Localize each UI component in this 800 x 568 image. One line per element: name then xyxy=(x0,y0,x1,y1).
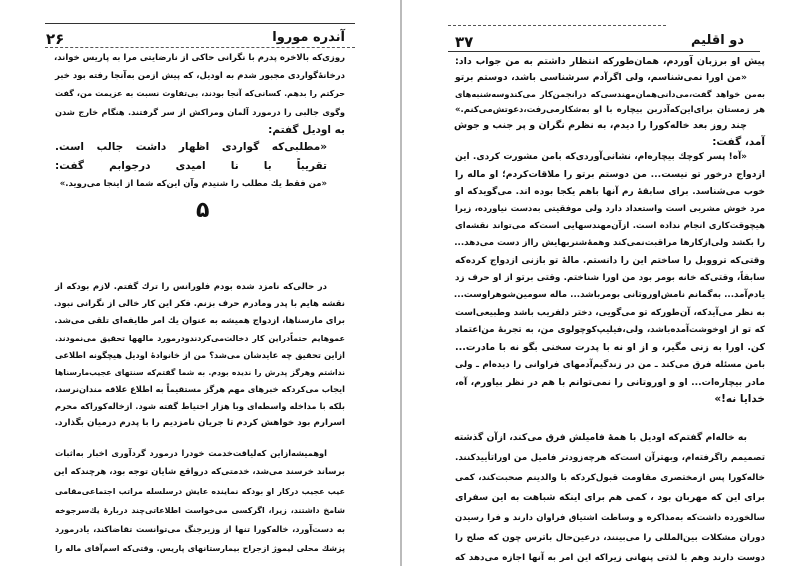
text-line: به خاله‌ام گفتم‌که اودیل با همهٔ فامیلش فرق می‌کند، ازآن گذشته xyxy=(454,432,747,443)
text-line: پیش او برزبان آوردم، همان‌طورکه انتظار داشتم به من جواب داد: xyxy=(455,56,765,67)
paragraph xyxy=(55,279,345,432)
text-line: چند روز بعد خاله‌کورا را دیدم، به نظرم نگران و پر جنب و جوش xyxy=(453,120,747,131)
header-rule-bottom xyxy=(448,51,760,52)
text-line: خدایا نه!» xyxy=(714,393,765,406)
text-line: برای این که مهربان بود ، کمی هم برای اینکه شباهت به این سفرای xyxy=(455,492,765,503)
chapter-number: ۵ xyxy=(196,198,210,223)
text-line: مرد خوش مشربی است واستعداد دارد ولی موفقیتی به‌دست نیاورده، زیرا xyxy=(455,203,765,214)
text-line: پزشك محلی لیموژ ازجراح بیمارستانهای پاریس. وقتی‌که اسم‌آقای ماله را xyxy=(55,544,345,553)
text-line: دوست دارند وهم با لذتی پنهانی زیراکه این امر به آنها اجازه می‌دهد که xyxy=(455,553,765,563)
text-line: خوب می‌شناسد. برای سابقهٔ رم آنها باهم یکجا بوده اند. می‌گویدکه او xyxy=(455,186,765,197)
page-number-left: ۲۶ xyxy=(46,30,65,48)
text-line: نداشتم وهرگز پدرش را ندیده بودم. به شما گفتم‌که سنتهای عجیب‌مارسناها xyxy=(55,368,345,377)
text-line: به دست‌آورد، خاله‌کورا تنها از وزیرجنگ می‌توانست تقاضاکند، یادرمورد xyxy=(55,524,345,534)
text-line: حرکتم را بدهم. کسانی‌که آنجا بودند، بی‌تفاوت نسبت به عزیمت من، گفت xyxy=(55,89,345,98)
text-line: به‌من خواهد گفت،می‌دانی‌همان‌مهندسی‌که درانجمن‌کار می‌کندوسه‌شنبه‌های xyxy=(455,89,765,99)
running-title-right: دو اقلیم xyxy=(690,33,744,48)
text-line: روزی‌که بالاخره پدرم با نگرانی حاکی از نارضایتی مرا به پاریس خواند، xyxy=(54,53,345,63)
text-line: ازاین تحقیق چه عایدشان می‌شد؟ من از خانوادهٔ اودیل هیچگونه اطلاعی xyxy=(55,350,345,360)
text-line: که تو از اوخوشت‌آمده‌باشد، ولی،فیلیپ‌کوچولوی من، به تجربهٔ من‌اعتماد xyxy=(455,324,765,335)
page-number-right: ۳۷ xyxy=(455,33,474,51)
header-rule-bottom xyxy=(45,47,355,48)
text-line: برای مارسناها، ازدواج همیشه به عنوان یك امر طایفه‌ای تلقی می‌شد. xyxy=(54,316,345,326)
text-line: هر زمستان برای‌این‌که‌آدربن بیچاره با او به‌شکارمی‌رفت،دعوتش‌می‌کنم.» xyxy=(455,105,765,115)
text-line: یادم‌آمد... به‌گمانم نامش‌اوروتانی بومرباشد... ماله سومین‌شوهراوست... xyxy=(453,290,765,301)
text-line: به اودیل گفتم: xyxy=(268,124,345,136)
text-line: برساند خرسند می‌شد، خدمتی‌که درواقع شایان توجه بود، هرچندکه این xyxy=(53,467,345,477)
text-line: خاله‌کورا پس ازمختصری مقاومت قبول‌کردکه با والدینم صحبت‌کند، کمی xyxy=(455,473,765,483)
text-line: ازدواج درخور تو نیست... من دوستم برتو را ملاقات‌کردم؛ او ماله را xyxy=(455,169,765,181)
text-line: عموهایم حتماًدراین کار دخالت‌می‌کردندودرمورد مالهها تحقیق می‌نمودند. xyxy=(55,334,345,343)
text-line: بلکه با مداخله واسطه‌ای وبا هزار احتیاط گفته شود. ازخاله‌کوراکه محرم xyxy=(55,401,345,411)
text-line: «من اورا نمی‌شناسم، ولی اگرآدم سرشناسی باشد، دوستم برتو xyxy=(455,72,747,83)
text-line: درخانهٔ‌گواردی مجبور شدم به اودیل، که پیش ازمن به‌آنجا رفته بود خبر xyxy=(55,71,345,81)
text-line: سابقاً، وقتی‌که خانه بومر بود من اورا شناختم. وقتی برتو از او حرف زد xyxy=(455,273,765,284)
paragraph xyxy=(55,49,345,139)
text-line: تصمیمم راگرفته‌ام، وبهترآن است‌که هرچه‌زودتر فامیل من اوراتأییدکنند. xyxy=(455,453,765,463)
text-line: را بکشد ولی‌ازکارها مراقبت‌نمی‌کند وهمهٔ‌شنربهایش رااز دست می‌دهد... xyxy=(454,238,765,249)
header-rule-top xyxy=(45,23,355,24)
paragraph xyxy=(455,149,765,408)
text-line: آمد، گفت: xyxy=(712,136,765,148)
dialogue-block xyxy=(55,138,345,194)
text-line: وگوی جالبی را درمورد آلمان ومراکش از سر گرفتند. هنگام خارج شدن xyxy=(55,107,345,117)
text-line: بامن مسئله فرق می‌کند ـ من در زندگیم‌آدمهای فراوانی را دیده‌ام ـ ولی xyxy=(455,359,765,370)
header-rule-top xyxy=(448,25,666,26)
text-line: «مطلبی‌که گواردی اظهار داشت جالب است. xyxy=(55,141,327,153)
text-line: وقتی‌که ترووبل را ساختم این را دانستم. مالهٔ تو بازنی ازدواج کرده‌که xyxy=(455,255,765,266)
text-line: تقریباً با نا امیدی درجوابم گفت: xyxy=(55,159,327,172)
text-line: نقشه هایم با پدر ومادرم حرف بزنم. فکر این کار خالی از نگرانی نبود. xyxy=(53,299,345,309)
text-line: اوهمیشه‌ازاین که‌لیاقت‌خدمت خودرا درمورد گردآوری اخبار به‌اثبات xyxy=(55,448,327,458)
text-line: سالخورده داشت‌که به‌مذاکره و وساطت اشتیاق فراوان دارند و فرا رسیدن xyxy=(455,513,765,523)
text-line: به نظر می‌آیدکه، آن‌طورکه تو می‌گویی، دختر دلفریب باشد وطبیعی‌است xyxy=(455,307,765,318)
text-line: ایجاب می‌کردکه خبرهای مهم هرگز مستقیماً به اطلاع علاقه مندان‌نرسد، xyxy=(54,384,345,394)
text-line: در حالی‌که نامزد شده بودم فلورانس را ترك گفتم. لازم بودکه از xyxy=(55,282,327,292)
text-line: دوران مشکلات بین‌المللی را می‌بینند، درعین‌حال باترس چون که صلح را xyxy=(455,533,765,543)
text-line: اسرارم بود خواهش کردم تا جریان نامزدیم را با پدرم درمیان بگذارد. xyxy=(54,418,345,428)
running-title-left: آندره موروا xyxy=(272,30,345,45)
text-line: کن. اورا به زنی مگیر، و از او نه با پدرت سخنی بگو نه با مادرت... xyxy=(455,342,765,354)
paragraph xyxy=(455,428,765,568)
text-line: شامخ داشتند، زیرا، اگرکسی می‌خواست اطلاعاتی‌چند دربارهٔ یك‌سرجوخه xyxy=(55,506,345,515)
book-gutter xyxy=(400,0,402,566)
text-line: «آه! پسر کوچك بیچاره‌ام، نشانی‌آوردی‌که بامن مشورت کردی. این xyxy=(455,152,747,162)
text-line: «من فقط یك مطلب را شنیدم وآن این‌که شما از اینجا می‌روید.» xyxy=(59,179,327,189)
paragraph xyxy=(55,444,345,558)
text-line: عیب عجیب درکار او بودکه نماینده عایش درسلسله مراتب اجتماعی‌مقامی xyxy=(55,487,345,496)
text-line: مادر بیچاره‌ات... او و اوروتانی را نمی‌توانم با هم در نظر بیاورم، آه، xyxy=(455,376,765,388)
text-line: هیچوقت‌کاری انجام نداده است. ازآن‌مهندسهایی است‌که می‌تواند نقشه‌ای xyxy=(455,221,765,232)
paragraph xyxy=(455,54,765,150)
